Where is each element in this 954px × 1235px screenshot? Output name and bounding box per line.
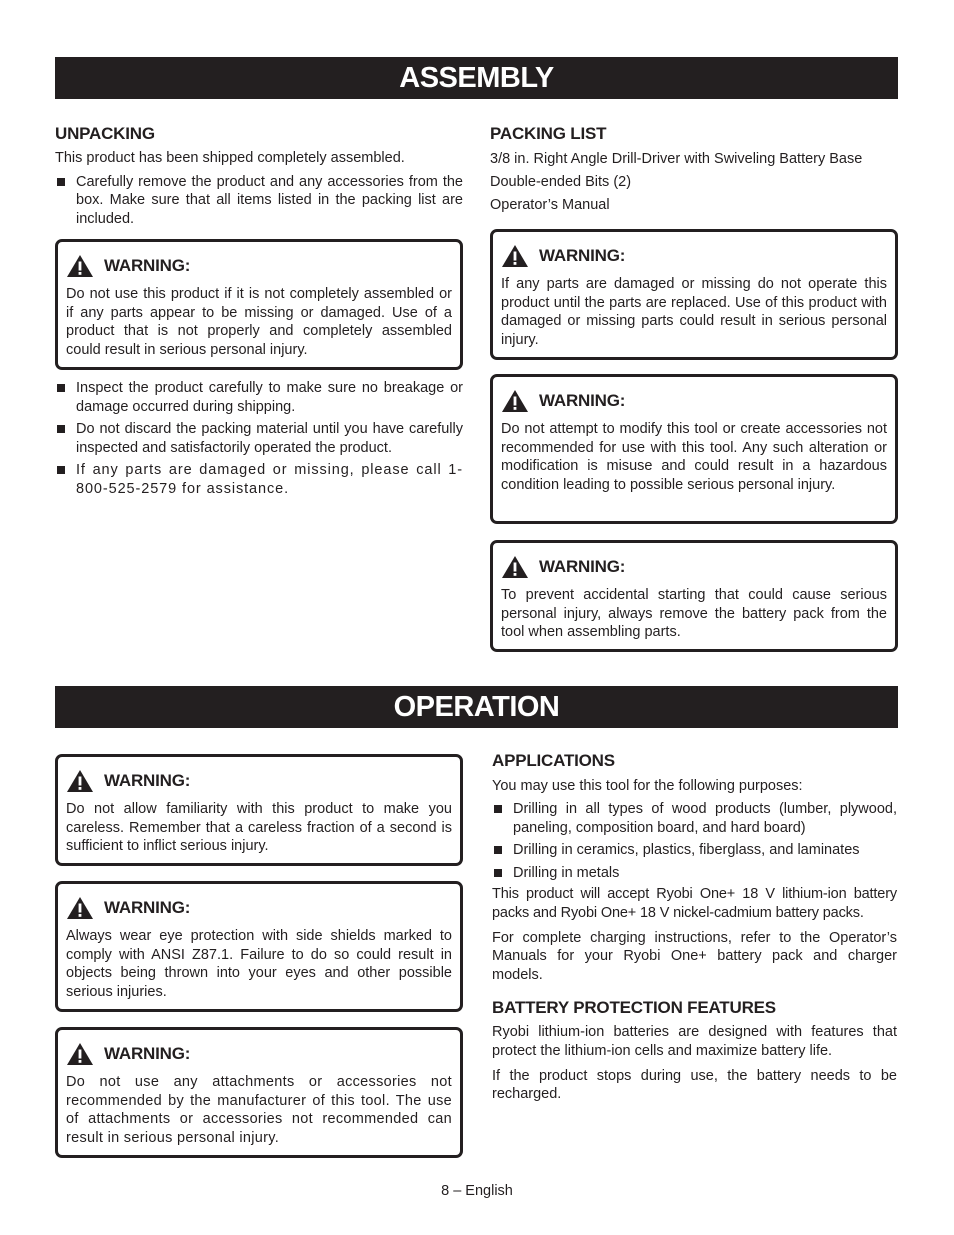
bullet-square-icon	[57, 466, 65, 474]
warning-triangle-icon	[66, 896, 94, 920]
bullet-square-icon	[57, 384, 65, 392]
list-item: Carefully remove the product and any accessories from the box. Make sure that all items listed in the packing list are included.	[55, 173, 463, 229]
applications-para-1: This product will accept Ryobi One+ 18 V lithium-ion battery packs and Ryobi One+ 18 V nickel-cadmium battery packs.	[492, 886, 897, 922]
unpacking-section	[55, 124, 463, 228]
warning-title: WARNING:	[104, 898, 191, 917]
warning-header	[501, 389, 887, 413]
warning-box-operation-2	[55, 881, 463, 1012]
warning-triangle-icon	[66, 769, 94, 793]
battery-para-1: Ryobi lithium-ion batteries are designed with features that protect the lithium-ion cells and maximize battery life.	[492, 1024, 897, 1060]
warning-box-operation-3	[55, 1027, 463, 1158]
battery-para-2: If the product stops during use, the battery needs to be recharged.	[492, 1067, 897, 1103]
warning-text: Do not use this product if it is not completely assembled or if any parts appear to be missing or damaged. Use of a product that is not properly and completely assembled could result in serious personal injury.	[66, 286, 452, 358]
packing-list-item: Double-ended Bits (2)	[490, 174, 632, 191]
warning-text: Always wear eye protection with side shields marked to comply with ANSI Z87.1. Failure to do so could result in objects being thrown into your eyes and other possible serious injuries.	[66, 928, 452, 1000]
warning-triangle-icon	[501, 244, 529, 268]
warning-text: To prevent accidental starting that could cause serious personal injury, always remove the battery pack from the tool when assembling parts.	[501, 587, 887, 641]
warning-header	[66, 1042, 452, 1066]
list-item: If any parts are damaged or missing, please call 1-800-525-2579 for assistance.	[55, 461, 463, 498]
warning-text: Do not allow familiarity with this product to make you careless. Remember that a careless fraction of a second is sufficient to inflict serious injury.	[66, 801, 452, 855]
applications-section	[492, 751, 897, 1104]
warning-title: WARNING:	[539, 391, 626, 410]
assembly-banner: ASSEMBLY	[55, 57, 898, 99]
warning-box-packing-3	[490, 540, 898, 652]
warning-title: WARNING:	[104, 256, 191, 275]
bullet-square-icon	[57, 425, 65, 433]
list-item: Drilling in ceramics, plastics, fiberglass, and laminates	[492, 841, 897, 860]
unpacking-bullets-1	[55, 173, 463, 229]
warning-header	[66, 769, 452, 793]
warning-box-packing-1	[490, 229, 898, 360]
list-item: Drilling in metals	[492, 864, 897, 883]
operation-banner: OPERATION	[55, 686, 898, 728]
applications-para-2: For complete charging instructions, refer to the Operator’s Manuals for your Ryobi One+ battery pack and charger models.	[492, 929, 897, 983]
warning-header	[501, 244, 887, 268]
warning-header	[66, 254, 452, 278]
warning-title: WARNING:	[104, 1044, 191, 1063]
unpacking-intro: This product has been shipped completely assembled.	[55, 150, 405, 166]
warning-triangle-icon	[501, 389, 529, 413]
packing-list-section	[490, 124, 898, 215]
applications-intro: You may use this tool for the following purposes:	[492, 778, 803, 794]
unpacking-heading: UNPACKING	[55, 124, 155, 143]
list-item: Drilling in all types of wood products (lumber, plywood, paneling, composition board, and hard board)	[492, 800, 897, 837]
packing-list-item: Operator’s Manual	[490, 197, 610, 214]
bullet-square-icon	[494, 846, 502, 854]
warning-text: Do not attempt to modify this tool or create accessories not recommended for use with this tool. Any such alteration or modification is misuse and could result in a hazardous condition leading to possible serious personal injury.	[501, 421, 887, 493]
battery-heading: BATTERY PROTECTION FEATURES	[492, 998, 776, 1018]
warning-header	[66, 896, 452, 920]
warning-text: Do not use any attachments or accessories not recommended by the manufacturer of this tool. The use of attachments or accessories not recommended can result in serious personal injury.	[66, 1074, 452, 1146]
packing-list-item: 3/8 in. Right Angle Drill-Driver with Swiveling Battery Base	[490, 151, 863, 167]
warning-title: WARNING:	[539, 246, 626, 265]
list-item: Do not discard the packing material until you have carefully inspected and satisfactorily operated the product.	[55, 420, 463, 457]
unpacking-bullets-2	[55, 379, 463, 499]
applications-heading: APPLICATIONS	[492, 751, 615, 770]
applications-bullets	[492, 800, 897, 882]
packing-list-heading: PACKING LIST	[490, 124, 607, 143]
warning-box-operation-1	[55, 754, 463, 866]
warning-box-unpacking	[55, 239, 463, 370]
bullet-square-icon	[57, 178, 65, 186]
warning-title: WARNING:	[539, 557, 626, 576]
warning-triangle-icon	[66, 254, 94, 278]
list-item: Inspect the product carefully to make sure no breakage or damage occurred during shipping.	[55, 379, 463, 416]
bullet-square-icon	[494, 869, 502, 877]
warning-title: WARNING:	[104, 771, 191, 790]
warning-triangle-icon	[501, 555, 529, 579]
warning-header	[501, 555, 887, 579]
warning-text: If any parts are damaged or missing do not operate this product until the parts are replaced. Use of this product with damaged or missing parts could result in serious personal injury.	[501, 276, 887, 348]
unpacking-bullets-2-section	[55, 379, 463, 499]
warning-box-packing-2	[490, 374, 898, 524]
bullet-square-icon	[494, 805, 502, 813]
page-footer: 8 – English	[441, 1183, 513, 1199]
warning-triangle-icon	[66, 1042, 94, 1066]
